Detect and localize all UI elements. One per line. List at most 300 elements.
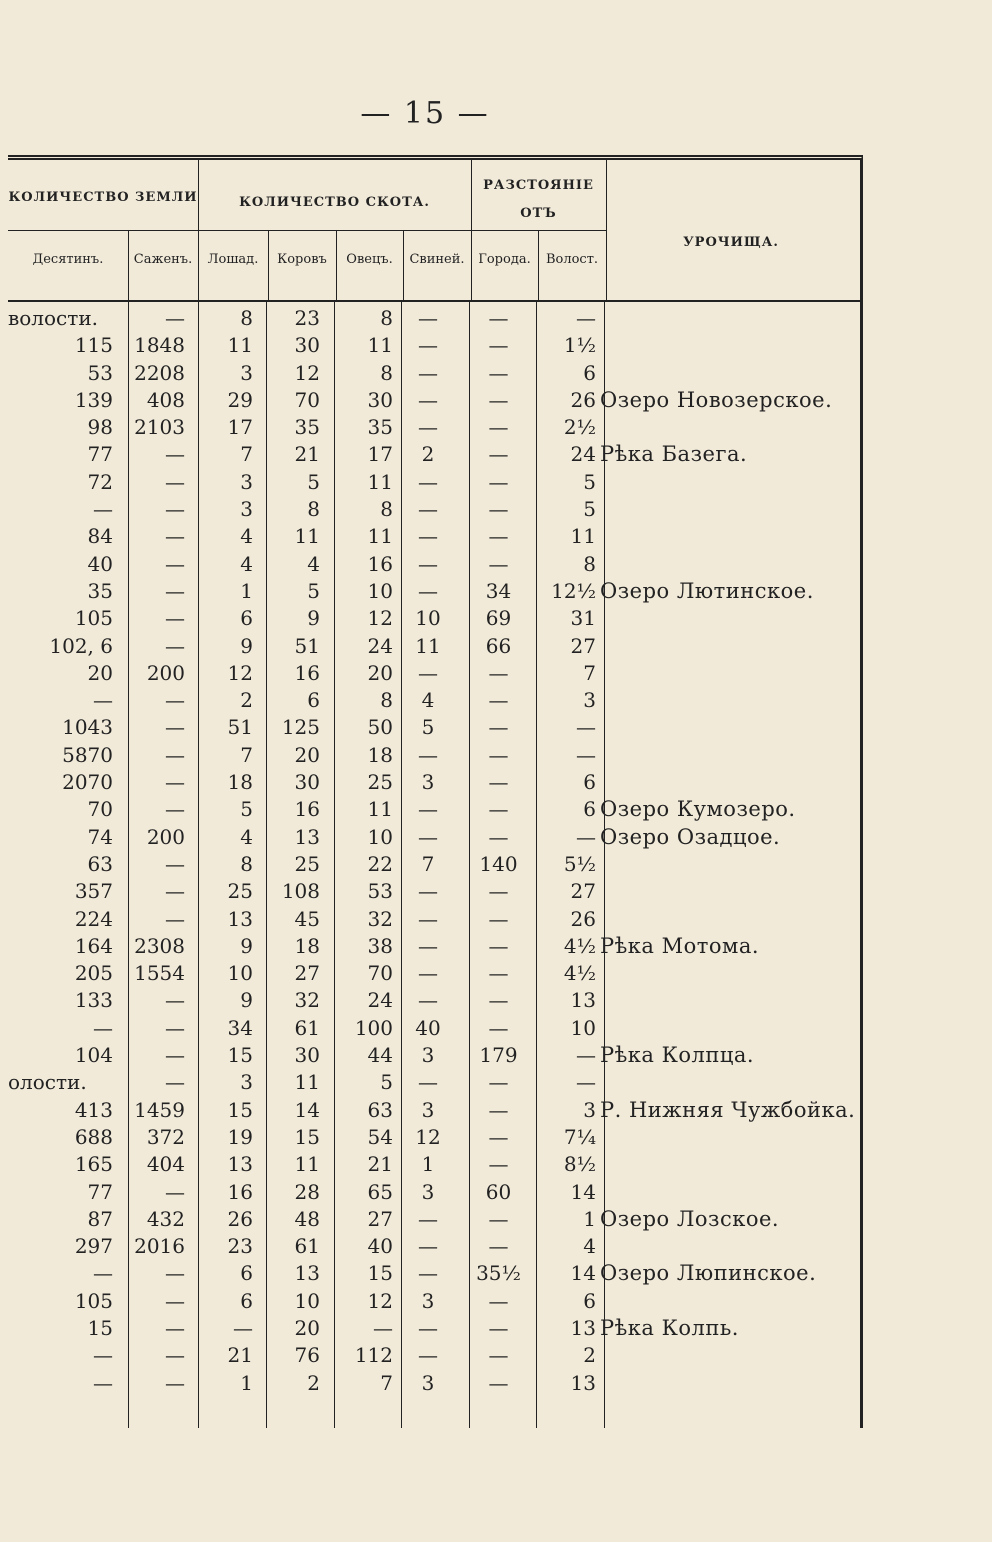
city-distance-cell: — — [488, 1206, 509, 1231]
table-row — [8, 387, 860, 414]
horses-cell: 34 — [227, 1015, 253, 1040]
sazhen-cell: — — [165, 1261, 185, 1286]
sazhen-cell: — — [165, 879, 185, 904]
pigs-cell: — — [418, 933, 438, 958]
desyatin-cell: 688 — [74, 1124, 113, 1149]
table-row — [8, 1315, 860, 1342]
table-row — [8, 1288, 860, 1315]
cows-cell: 108 — [281, 879, 320, 904]
horses-cell: 7 — [240, 742, 253, 767]
col-header-horses: Лошад. — [207, 252, 259, 267]
pigs-cell: — — [418, 1315, 438, 1340]
desyatin-cell: 165 — [74, 1152, 113, 1177]
pigs-cell: — — [418, 387, 438, 412]
sazhen-cell: 2016 — [134, 1234, 185, 1259]
volost-distance-cell: 8½ — [563, 1152, 596, 1177]
table-row — [8, 742, 860, 769]
city-distance-cell: — — [488, 988, 509, 1013]
table-row — [8, 987, 860, 1014]
cows-cell: 16 — [294, 660, 320, 685]
table-row — [8, 578, 860, 605]
cows-cell: 25 — [294, 851, 320, 876]
volost-distance-cell: 5 — [583, 469, 596, 494]
horses-cell: — — [233, 1315, 253, 1340]
volost-distance-cell: 12½ — [551, 578, 596, 603]
table-row — [8, 414, 860, 441]
horses-cell: 3 — [240, 469, 253, 494]
table-row — [8, 551, 860, 578]
city-distance-cell: — — [488, 1152, 509, 1177]
horses-cell: 10 — [227, 961, 253, 986]
sazhen-cell: 1459 — [134, 1097, 185, 1122]
sazhen-cell: 408 — [146, 387, 185, 412]
table-header — [8, 160, 860, 302]
cows-cell: 5 — [307, 469, 320, 494]
table-row — [8, 469, 860, 496]
desyatin-cell: 15 — [87, 1315, 113, 1340]
cows-cell: 27 — [294, 961, 320, 986]
horses-cell: 4 — [240, 551, 253, 576]
city-distance-cell: — — [488, 1234, 509, 1259]
sheep-cell: 53 — [367, 879, 393, 904]
pigs-cell: — — [418, 415, 438, 440]
volost-distance-cell: — — [576, 715, 596, 740]
desyatin-cell: 77 — [87, 1179, 113, 1204]
sheep-cell: 50 — [367, 715, 393, 740]
horses-cell: 9 — [240, 988, 253, 1013]
cows-cell: 30 — [294, 770, 320, 795]
city-distance-cell: — — [488, 1370, 509, 1395]
city-distance-cell: 179 — [479, 1043, 518, 1068]
city-distance-cell: — — [488, 1124, 509, 1149]
city-distance-cell: — — [488, 1015, 509, 1040]
desyatin-cell: 98 — [87, 415, 113, 440]
city-distance-cell: — — [488, 1315, 509, 1340]
city-distance-cell: — — [488, 387, 509, 412]
horses-cell: 16 — [227, 1179, 253, 1204]
horses-cell: 4 — [240, 824, 253, 849]
cows-cell: 13 — [294, 1261, 320, 1286]
cows-cell: 28 — [294, 1179, 320, 1204]
table-row — [8, 933, 860, 960]
table-row — [8, 1233, 860, 1260]
cows-cell: 76 — [294, 1343, 320, 1368]
desyatin-cell: 104 — [74, 1043, 113, 1068]
cows-cell: 32 — [294, 988, 320, 1013]
city-distance-cell: — — [488, 1343, 509, 1368]
place-cell: Рѣка Колпь. — [600, 1315, 739, 1340]
table-row — [8, 1151, 860, 1178]
table-row — [8, 332, 860, 359]
horses-cell: 11 — [227, 333, 253, 358]
horses-cell: 5 — [240, 797, 253, 822]
pigs-cell: — — [418, 1206, 438, 1231]
sazhen-cell: — — [165, 770, 185, 795]
table-row — [8, 1206, 860, 1233]
volost-distance-cell: 6 — [583, 1288, 596, 1313]
table-row — [8, 878, 860, 905]
horses-cell: 26 — [227, 1206, 253, 1231]
pigs-cell: — — [418, 797, 438, 822]
volost-distance-cell: — — [576, 1043, 596, 1068]
sazhen-cell: — — [165, 1343, 185, 1368]
horses-cell: 6 — [240, 1288, 253, 1313]
pigs-cell: 2 — [421, 442, 435, 467]
city-distance-cell: 69 — [485, 606, 512, 631]
sazhen-cell: — — [165, 497, 185, 522]
pigs-cell: 3 — [421, 770, 435, 795]
city-distance-cell: — — [488, 770, 509, 795]
city-distance-cell: 140 — [479, 851, 518, 876]
place-cell: Озеро Люпинское. — [600, 1261, 817, 1286]
pigs-cell: — — [418, 906, 438, 931]
cows-cell: 14 — [294, 1097, 320, 1122]
desyatin-cell: 72 — [87, 469, 113, 494]
city-distance-cell: — — [488, 961, 509, 986]
sheep-cell: 11 — [367, 524, 393, 549]
table-row — [8, 523, 860, 550]
sheep-cell: 8 — [380, 497, 393, 522]
pigs-cell: — — [418, 306, 438, 330]
pigs-cell: 11 — [415, 633, 441, 658]
pigs-cell: — — [418, 497, 438, 522]
distance-group-title: РАЗСТОЯНІЕ — [483, 178, 594, 193]
cows-cell: 11 — [294, 1152, 320, 1177]
sheep-cell: 44 — [367, 1043, 393, 1068]
sazhen-cell: 432 — [146, 1206, 185, 1231]
cows-cell: 48 — [294, 1206, 320, 1231]
volost-distance-cell: 3 — [583, 688, 596, 713]
sazhen-cell: — — [165, 688, 185, 713]
statistics-table — [8, 155, 863, 1428]
sazhen-cell: 2308 — [134, 933, 185, 958]
table-row — [8, 824, 860, 851]
sazhen-cell: — — [165, 715, 185, 740]
col-header-pigs: Свиней. — [409, 252, 465, 267]
sheep-cell: 16 — [367, 551, 393, 576]
cows-cell: 30 — [294, 333, 320, 358]
place-cell: Рѣка Базега. — [600, 442, 748, 467]
desyatin-cell: 102, 6 — [49, 633, 113, 658]
volost-distance-cell: — — [576, 1070, 596, 1095]
desyatin-cell: 413 — [74, 1097, 113, 1122]
pigs-cell: — — [418, 961, 438, 986]
table-row — [8, 360, 860, 387]
pigs-cell: — — [418, 469, 438, 494]
desyatin-cell: 205 — [74, 961, 113, 986]
sheep-cell: 30 — [367, 387, 393, 412]
city-distance-cell: — — [488, 551, 509, 576]
horses-cell: 15 — [227, 1097, 253, 1122]
sazhen-cell: — — [165, 1370, 185, 1395]
city-distance-cell: — — [488, 306, 509, 330]
place-cell: Рѣка Мотома. — [600, 933, 760, 958]
desyatin-cell: 53 — [87, 360, 113, 385]
sheep-cell: 11 — [367, 333, 393, 358]
desyatin-cell: — — [93, 1015, 113, 1040]
sazhen-cell: — — [165, 1288, 185, 1313]
cows-cell: 61 — [294, 1234, 320, 1259]
horses-cell: 8 — [240, 851, 253, 876]
table-row — [8, 1124, 860, 1151]
sheep-cell: 7 — [380, 1370, 393, 1395]
cows-cell: 20 — [294, 742, 320, 767]
sazhen-cell: 2208 — [134, 360, 185, 385]
table-row — [8, 496, 860, 523]
sheep-cell: 11 — [367, 469, 393, 494]
city-distance-cell: 35½ — [476, 1261, 521, 1286]
desyatin-cell: — — [93, 688, 113, 713]
col-header-sazhen: Саженъ. — [133, 252, 193, 267]
desyatin-cell: — — [93, 497, 113, 522]
cows-cell: 20 — [294, 1315, 320, 1340]
sheep-cell: 24 — [367, 633, 393, 658]
volost-distance-cell: 10 — [570, 1015, 596, 1040]
horses-cell: 1 — [240, 578, 253, 603]
city-distance-cell: — — [488, 906, 509, 931]
place-cell: Озеро Лютинское. — [600, 578, 814, 603]
desyatin-cell: — — [93, 1261, 113, 1286]
sazhen-cell: 2103 — [134, 415, 185, 440]
horses-cell: 9 — [240, 633, 253, 658]
cows-cell: 30 — [294, 1043, 320, 1068]
sheep-cell: 5 — [380, 1070, 393, 1095]
horses-cell: 13 — [227, 1152, 253, 1177]
horses-cell: 1 — [240, 1370, 253, 1395]
pigs-cell: 1 — [421, 1152, 435, 1177]
horses-cell: 17 — [227, 415, 253, 440]
pigs-cell: — — [418, 524, 438, 549]
horses-cell: 13 — [227, 906, 253, 931]
sheep-cell: 40 — [367, 1234, 393, 1259]
cows-cell: 35 — [294, 415, 320, 440]
desyatin-cell: 84 — [87, 524, 113, 549]
sheep-cell: 8 — [380, 306, 393, 330]
sheep-cell: 21 — [367, 1152, 393, 1177]
cows-cell: 51 — [294, 633, 320, 658]
volost-distance-cell: 31 — [570, 606, 596, 631]
sheep-cell: 10 — [367, 824, 393, 849]
cows-cell: 13 — [294, 824, 320, 849]
volost-distance-cell: 11 — [570, 524, 596, 549]
volost-distance-cell: 13 — [570, 988, 596, 1013]
volost-distance-cell: 2½ — [563, 415, 596, 440]
table-row — [8, 1097, 860, 1124]
volost-distance-cell: 8 — [583, 551, 596, 576]
table-row — [8, 796, 860, 823]
sazhen-cell: — — [165, 851, 185, 876]
table-row — [8, 687, 860, 714]
sazhen-cell: — — [165, 797, 185, 822]
pigs-cell: — — [418, 551, 438, 576]
city-distance-cell: — — [488, 469, 509, 494]
city-distance-cell: — — [488, 497, 509, 522]
volost-distance-cell: 4½ — [563, 933, 596, 958]
sazhen-cell: — — [165, 633, 185, 658]
table-row — [8, 851, 860, 878]
sheep-cell: 8 — [380, 360, 393, 385]
cows-cell: 16 — [294, 797, 320, 822]
cows-cell: 2 — [307, 1370, 320, 1395]
horses-cell: 12 — [227, 660, 253, 685]
pigs-cell: — — [418, 742, 438, 767]
pigs-cell: 40 — [415, 1015, 441, 1040]
horses-cell: 51 — [227, 715, 253, 740]
city-distance-cell: — — [488, 660, 509, 685]
desyatin-cell: 35 — [87, 578, 113, 603]
sazhen-cell: — — [165, 1179, 185, 1204]
cows-cell: 4 — [307, 551, 320, 576]
volost-distance-cell: 26 — [570, 906, 596, 931]
volost-distance-cell: 3 — [583, 1097, 596, 1122]
horses-cell: 3 — [240, 497, 253, 522]
city-distance-cell: — — [488, 360, 509, 385]
city-distance-cell: — — [488, 824, 509, 849]
horses-cell: 15 — [227, 1043, 253, 1068]
sazhen-cell: — — [165, 1070, 185, 1095]
sazhen-cell: — — [165, 1315, 185, 1340]
city-distance-cell: — — [488, 742, 509, 767]
desyatin-cell: 297 — [74, 1234, 113, 1259]
pigs-cell: — — [418, 1070, 438, 1095]
city-distance-cell: 60 — [485, 1179, 512, 1204]
sheep-cell: 20 — [367, 660, 393, 685]
city-distance-cell: — — [488, 797, 509, 822]
sheep-cell: 17 — [367, 442, 393, 467]
sheep-cell: 38 — [367, 933, 393, 958]
sheep-cell: 112 — [354, 1343, 393, 1368]
desyatin-cell: 70 — [87, 797, 113, 822]
horses-cell: 7 — [240, 442, 253, 467]
city-distance-cell: 34 — [485, 578, 512, 603]
cows-cell: 10 — [294, 1288, 320, 1313]
table-row — [8, 660, 860, 687]
sheep-cell: 100 — [354, 1015, 393, 1040]
volost-distance-cell: 6 — [583, 797, 596, 822]
desyatin-cell: 139 — [74, 387, 113, 412]
cows-cell: 125 — [281, 715, 320, 740]
col-header-cows: Коровъ — [277, 252, 327, 267]
horses-cell: 23 — [227, 1234, 253, 1259]
horses-cell: 9 — [240, 933, 253, 958]
cattle-group-title: КОЛИЧЕСТВО СКОТА. — [239, 195, 430, 210]
horses-cell: 19 — [227, 1124, 253, 1149]
pigs-cell: 7 — [421, 851, 435, 876]
col-header-city: Города. — [478, 252, 531, 267]
pigs-cell: 3 — [421, 1179, 435, 1204]
table-row — [8, 1370, 860, 1397]
table-row — [8, 305, 860, 332]
pigs-cell: 12 — [415, 1124, 441, 1149]
sazhen-cell: 404 — [146, 1152, 185, 1177]
desyatin-cell: 40 — [87, 551, 113, 576]
city-distance-cell: — — [488, 879, 509, 904]
col-header-desyatin: Десятинъ. — [32, 252, 104, 267]
sheep-cell: 12 — [367, 606, 393, 631]
pigs-cell: — — [418, 988, 438, 1013]
sazhen-cell: — — [165, 551, 185, 576]
sheep-cell: 70 — [367, 961, 393, 986]
volost-distance-cell: 14 — [570, 1179, 596, 1204]
sazhen-cell: 372 — [146, 1124, 185, 1149]
pigs-cell: — — [418, 1343, 438, 1368]
horses-cell: 29 — [227, 387, 253, 412]
horses-cell: 2 — [240, 688, 253, 713]
sazhen-cell: — — [165, 306, 185, 330]
cows-cell: 23 — [294, 306, 320, 330]
desyatin-cell: 1043 — [62, 715, 113, 740]
table-row — [8, 1342, 860, 1369]
volost-distance-cell: 4½ — [563, 961, 596, 986]
volost-distance-cell: 5½ — [563, 851, 596, 876]
city-distance-cell: — — [488, 1070, 509, 1095]
table-row — [8, 605, 860, 632]
table-row — [8, 714, 860, 741]
pigs-cell: 3 — [421, 1288, 435, 1313]
desyatin-cell: — — [93, 1343, 113, 1368]
distance-group-subtitle: ОТЪ — [520, 206, 557, 221]
place-cell: Рѣка Колпца. — [600, 1043, 755, 1068]
sheep-cell: 22 — [367, 851, 393, 876]
pigs-cell: 5 — [421, 715, 435, 740]
sheep-cell: 24 — [367, 988, 393, 1013]
pigs-cell: 3 — [421, 1097, 435, 1122]
sheep-cell: 25 — [367, 770, 393, 795]
volost-distance-cell: 13 — [570, 1370, 596, 1395]
pigs-cell: — — [418, 1261, 438, 1286]
volost-distance-cell: — — [576, 742, 596, 767]
pigs-cell: 3 — [421, 1043, 435, 1068]
volost-distance-cell: 7 — [583, 660, 596, 685]
horses-cell: 6 — [240, 1261, 253, 1286]
volost-distance-cell: — — [576, 824, 596, 849]
desyatin-cell: 77 — [87, 442, 113, 467]
sazhen-cell: — — [165, 1043, 185, 1068]
sazhen-cell: 200 — [146, 824, 185, 849]
city-distance-cell: — — [488, 442, 509, 467]
horses-cell: 18 — [227, 770, 253, 795]
place-cell: Озеро Лозское. — [600, 1206, 780, 1231]
volost-distance-cell: 5 — [583, 497, 596, 522]
sazhen-cell: — — [165, 469, 185, 494]
volost-distance-cell: 4 — [583, 1234, 596, 1259]
pigs-cell: 4 — [421, 688, 435, 713]
cows-cell: 5 — [307, 578, 320, 603]
desyatin-cell: 357 — [74, 879, 113, 904]
desyatin-cell: 133 — [74, 988, 113, 1013]
pigs-cell: 3 — [421, 1370, 435, 1395]
city-distance-cell: — — [488, 933, 509, 958]
sheep-cell: 12 — [367, 1288, 393, 1313]
cows-cell: 61 — [294, 1015, 320, 1040]
sazhen-cell: — — [165, 442, 185, 467]
col-header-volost: Волост. — [545, 252, 599, 267]
table-row — [8, 960, 860, 987]
sazhen-cell: — — [165, 742, 185, 767]
horses-cell: 21 — [227, 1343, 253, 1368]
place-cell: Озеро Озадцое. — [600, 824, 781, 849]
volost-distance-cell: 6 — [583, 770, 596, 795]
volost-distance-cell: 2 — [583, 1343, 596, 1368]
horses-cell: 3 — [240, 360, 253, 385]
pigs-cell: — — [418, 879, 438, 904]
volost-distance-cell: 1 — [583, 1206, 596, 1231]
city-distance-cell: — — [488, 688, 509, 713]
table-row — [8, 1042, 860, 1069]
sheep-cell: 8 — [380, 688, 393, 713]
cows-cell: 18 — [294, 933, 320, 958]
city-distance-cell: — — [488, 715, 509, 740]
